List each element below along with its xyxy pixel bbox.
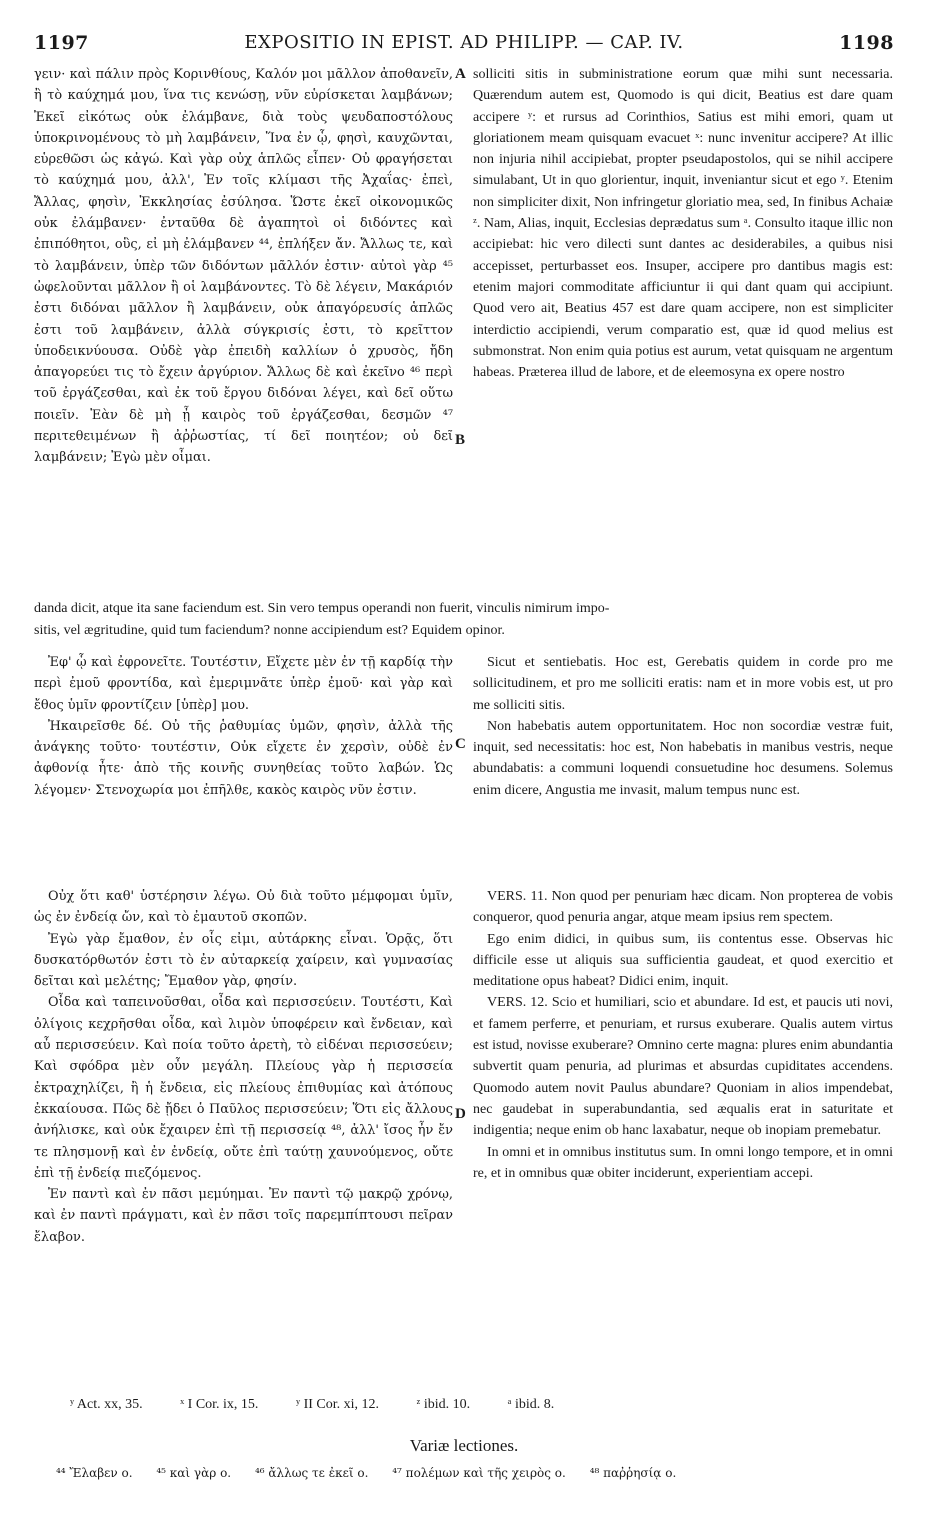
greek-column-section-2	[34, 652, 453, 870]
variant-reading: ⁴⁷ πολέμων καὶ τῆς χειρὸς ο.	[392, 1466, 566, 1480]
full-width-line-2: sitis, vel ægritudine, quid tum faciendum? nonne accipiendum est? Equidem opinor.	[34, 623, 505, 638]
greek-paragraph: Ἐν παντὶ καὶ ἐν πᾶσι μεμύημαι. Ἐν παντὶ τῷ μακρῷ χρόνῳ, καὶ ἐν παντὶ πράγματι, καὶ ἐν πᾶσι τοῖς παρεμπίπτουσι πεῖραν ἔλαβον.	[34, 1187, 453, 1245]
latin-paragraph: In omni et in omnibus institutus sum. In omni longo tempore, et in omni re, et in omnibus quæ obiter inciderunt, experientiam accepi.	[473, 1144, 893, 1181]
footnotes	[70, 1397, 870, 1413]
margin-marker-b: B	[455, 432, 466, 448]
variant-reading: ⁴⁸ παῤῥησίᾳ ο.	[589, 1466, 677, 1480]
latin-column-section-2	[473, 652, 893, 877]
latin-paragraph: Non habebatis autem opportunitatem. Hoc non socordiæ vestræ fuit, inquit, sed necessitatis: hoc est, Non habebatis in manibus vestris, neque abundabatis: a communi loquendi consuetudine hoc desumens. Solemus enim dicere, Angustia me invasit, malum tempus nunc est.	[473, 718, 893, 798]
latin-column-section-3	[473, 886, 893, 1386]
footnote: ʸ Act. xx, 35.	[70, 1397, 143, 1412]
footnote: ˣ I Cor. ix, 15.	[180, 1397, 259, 1412]
greek-paragraph: γειν· καὶ πάλιν πρὸς Κορινθίους, Καλόν μοι μᾶλλον ἀποθανεῖν, ἢ τὸ καύχημά μου, ἵνα τις κενώσῃ, νῦν εὑρίσκεται λαμβάνων; Ἐκεῖ εἰκότως οὐκ ἐλάμβανε, διὰ τοὺς ψευδαποστόλους ὑποκρινομένους τὸ μὴ λαμβάνειν, Ἵνα ἐν ᾧ, φησὶ, καυχῶνται, εὑρεθῶσι ὡς κἀγώ. Καὶ γὰρ οὐχ ἁπλῶς εἶπεν· Οὐ φραγήσεται τὸ καύχημά μου, ἀλλ', Ἐν τοῖς κλίμασι τῆς Ἀχαΐας· ἐπεὶ, Ἄλλας, φησὶν, Ἐκκλησίας ἐσύλησα. Ὥστε ἐκεῖ οἰκονομικῶς οὐκ ἐλάμβανεν· ἐνταῦθα δὲ ἀγαπητοὶ οἱ διδόντες καὶ ἐπιπόθητοι, οὓς, εἰ μὴ ἐλάμβανεν ⁴⁴, ἐπλήξεν ἄν. Ἄλλως τε, καὶ τὸ λαμβάνειν, ὑπὲρ τῶν διδόντων μᾶλλόν ἐστιν· αὐτοὶ γὰρ ⁴⁵ ὠφελοῦνται μᾶλλον ἢ οἱ λαμβάνοντες. Τὸ δὲ λέγειν, Μακάριόν ἐστι διδόναι μᾶλλον ἢ λαμβάνειν, οὐκ ἀπαγόρευσίς ἁπλῶς ἐστι τοῦ λαμβάνειν, ἀλλὰ σύγκρισίς ἐστι, τὸ κρεῖττον ὑποδεικνύουσα. Οὐδὲ γὰρ ἐπειδὴ καλλίων ὁ χρυσὸς, ἤδη ἀπαγορεύει τις τὸ ἔχειν ἀργύριον. Ἄλλως δὲ καὶ ἐκεῖνο ⁴⁶ περὶ τοῦ ἐργάζεσθαι, καὶ ἐκ τοῦ ἔργου διδόναι λέγει, καὶ δεῖ οὕτω ποιεῖν. Ἐὰν δὲ μὴ ᾖ καιρὸς τοῦ ἐργάζεσθαι, δεσμῶν ⁴⁷ περιτεθειμένων ἢ ἀῤῥωστίας, τί δεῖ ποιητέον; οὐ δεῖ λαμβάνειν; Ἐγὼ μὲν οἶμαι.	[34, 67, 453, 466]
latin-paragraph: Sicut et sentiebatis. Hoc est, Gerebatis quidem in corde pro me sollicitudinem, et pro me solliciti eratis: nam et in more vobis est, ut pro me solliciti sitis.	[473, 655, 893, 713]
greek-paragraph: Οὐχ ὅτι καθ' ὑστέρησιν λέγω. Οὐ διὰ τοῦτο μέμφομαι ὑμῖν, ὡς ἐν ἐνδείᾳ ὤν, καὶ τὸ ἐμαυτοῦ σκοπῶν.	[34, 889, 453, 926]
latin-paragraph: solliciti sitis in subministratione eorum quæ mihi sunt necessaria. Quærendum autem est, Quomodo is qui dicit, Beatius est dare quam accipere ʸ: et rursus ad Corinthios, Satius est mihi emori, quam ut gloriationem meam quisquam evacuet ˣ: nunc invenitur accipere? At illic non injuria nihil accipiebat, propter pseudapostolos, qui se nihil accipere simulabant, Ut in quo glorientur, inquit, inveniantur sicut et ego ʸ. Etenim non simpliciter dixit, Non infringetur gloriatio mea, sed, In finibus Achaiæ ᶻ. Nam, Alias, inquit, Ecclesias deprædatus sum ᵃ. Consulto itaque illic non accipiebat: hic vero dilecti sunt dantes ac desiderabiles, a quibus nisi accepisset, perturbasset eos. Insuper, accipere pro dantibus magis est: etenim majori commoditate afficiuntur ii qui dant quam qui accipiunt. Quod vero ait, Beatius 457 est dare quam accipere, non est simpliciter interdictio accipiendi, verum comparatio est, quæ id quod melius est submonstrat. Non enim quia potius est aurum, vetat quisquam ne argentum habeas. Præterea illud de labore, et de eleemosyna ex opere nostro	[473, 67, 893, 381]
margin-marker-c: C	[455, 736, 466, 752]
footnote: ᵃ ibid. 8.	[507, 1397, 555, 1412]
greek-paragraph: Ἠκαιρεῖσθε δέ. Οὐ τῆς ῥαθυμίας ὑμῶν, φησὶν, ἀλλὰ τῆς ἀνάγκης τοῦτο· τουτέστιν, Οὐκ εἴχετε ἐν χερσὶν, οὐδὲ ἐν ἀφθονίᾳ ἦτε· ἀπὸ τῆς κοινῆς συνηθείας τοῦτο λαβών. Ὡς λέγομεν· Στενοχωρία μοι ἐπῆλθε, κακὸς καιρὸς νῦν ἐστιν.	[34, 718, 453, 798]
running-title: EXPOSITIO IN EPIST. AD PHILIPP. — CAP. IV.	[244, 32, 684, 53]
page-header	[34, 32, 894, 62]
page-number-right: 1198	[839, 32, 894, 54]
variae-lectiones	[56, 1466, 896, 1480]
footnote: ʸ II Cor. xi, 12.	[295, 1397, 380, 1412]
variant-reading: ⁴⁶ ἄλλως τε ἐκεῖ ο.	[254, 1466, 369, 1480]
full-width-line-1: danda dicit, atque ita sane faciendum est. Sin vero tempus operandi non fuerit, vinculis nimirum impo-	[34, 601, 610, 616]
greek-paragraph: Ἐφ' ᾧ καὶ ἐφρονεῖτε. Τουτέστιν, Εἴχετε μὲν ἐν τῇ καρδίᾳ τὴν περὶ ἐμοῦ φροντίδα, καὶ ἐμεριμνᾶτε ὑπὲρ ἐμοῦ· καὶ γὰρ καὶ ἔθος ὑμῖν φροντίζειν [ὑπὲρ] μου.	[34, 655, 453, 713]
latin-paragraph: VERS. 12. Scio et humiliari, scio et abundare. Id est, et paucis uti novi, et famem perferre, et penuriam, et rursus exuberare. Qualis autem virtus est istud, novisse exuberare? Omnino certe magna: plures enim abundantia subvertit quam penuria, ad plurimas et absurdas cupiditates accendens. Quomodo autem novit Paulus abundare? Quoniam in alios impendebat, nec gaudebat in superabundantia, sed æqualis erat in saturitate et indigentia; neque enim ob hanc laxabatur, neque ob inopiam premebatur.	[473, 995, 893, 1139]
greek-column-section-3	[34, 886, 453, 1386]
greek-paragraph: Οἶδα καὶ ταπεινοῦσθαι, οἶδα καὶ περισσεύειν. Τουτέστι, Καὶ ὀλίγοις κεχρῆσθαι οἶδα, καὶ λιμὸν ὑποφέρειν καὶ ἔνδειαν, καὶ αὖ περισσεύειν. Καὶ ποία τοῦτο ἀρετὴ, τὸ εἰδέναι περισσεύειν; Καὶ σφόδρα μὲν οὖν μεγάλη. Πλείους γὰρ ἡ περισσεία ἐκτραχηλίζει, ἢ ἡ ἔνδεια, εἰς πλείους ἐπιθυμίας καὶ ἀτόπους ἐκκαίουσα. Πῶς δὲ ᾔδει ὁ Παῦλος περισσεύειν; Ὅτι εἰς ἄλλους ἀνήλισκε, καὶ οὐκ ἔχαιρεν ἐπὶ τῇ περισσείᾳ ⁴⁸, ἀλλ' ἴσος ἦν ἔν τε πλησμονῇ καὶ ἐν ἐνδείᾳ, οὔτε ἐπὶ ταύτῃ χαυνούμενος, οὔτε ἐπὶ τῇ ἐνδείᾳ πιεζόμενος.	[34, 995, 453, 1181]
variant-reading: ⁴⁴ Ἔλαβεν ο.	[56, 1466, 133, 1480]
greek-column-section-1	[34, 64, 453, 594]
footnote: ᶻ ibid. 10.	[416, 1397, 471, 1412]
variae-lectiones-heading: Variæ lectiones.	[409, 1436, 519, 1455]
page-number-left: 1197	[34, 32, 89, 54]
margin-marker-a: A	[455, 66, 466, 82]
variant-reading: ⁴⁵ καὶ γὰρ ο.	[156, 1466, 232, 1480]
latin-column-section-1	[473, 64, 893, 594]
latin-paragraph: Ego enim didici, in quibus sum, iis contentus esse. Observas hic difficile esse ut aliquis sua sufficientia gaudeat, et quod exercitio et meditatione opus habeat? Didici enim, inquit.	[473, 931, 893, 990]
margin-marker-d: D	[455, 1106, 466, 1122]
greek-paragraph: Ἐγὼ γὰρ ἔμαθον, ἐν οἷς εἰμι, αὐτάρκης εἶναι. Ὁρᾷς, ὅτι δυσκατόρθωτόν ἐστι τὸ ἐν αὐταρκείᾳ χαίρειν, καὶ γυμνασίας δεῖται καὶ μελέτης; Ἔμαθον γὰρ, φησίν.	[34, 931, 453, 990]
latin-paragraph: VERS. 11. Non quod per penuriam hæc dicam. Non propterea de vobis conqueror, quod penuria angar, atque meam ipsius rem spectem.	[473, 889, 893, 926]
